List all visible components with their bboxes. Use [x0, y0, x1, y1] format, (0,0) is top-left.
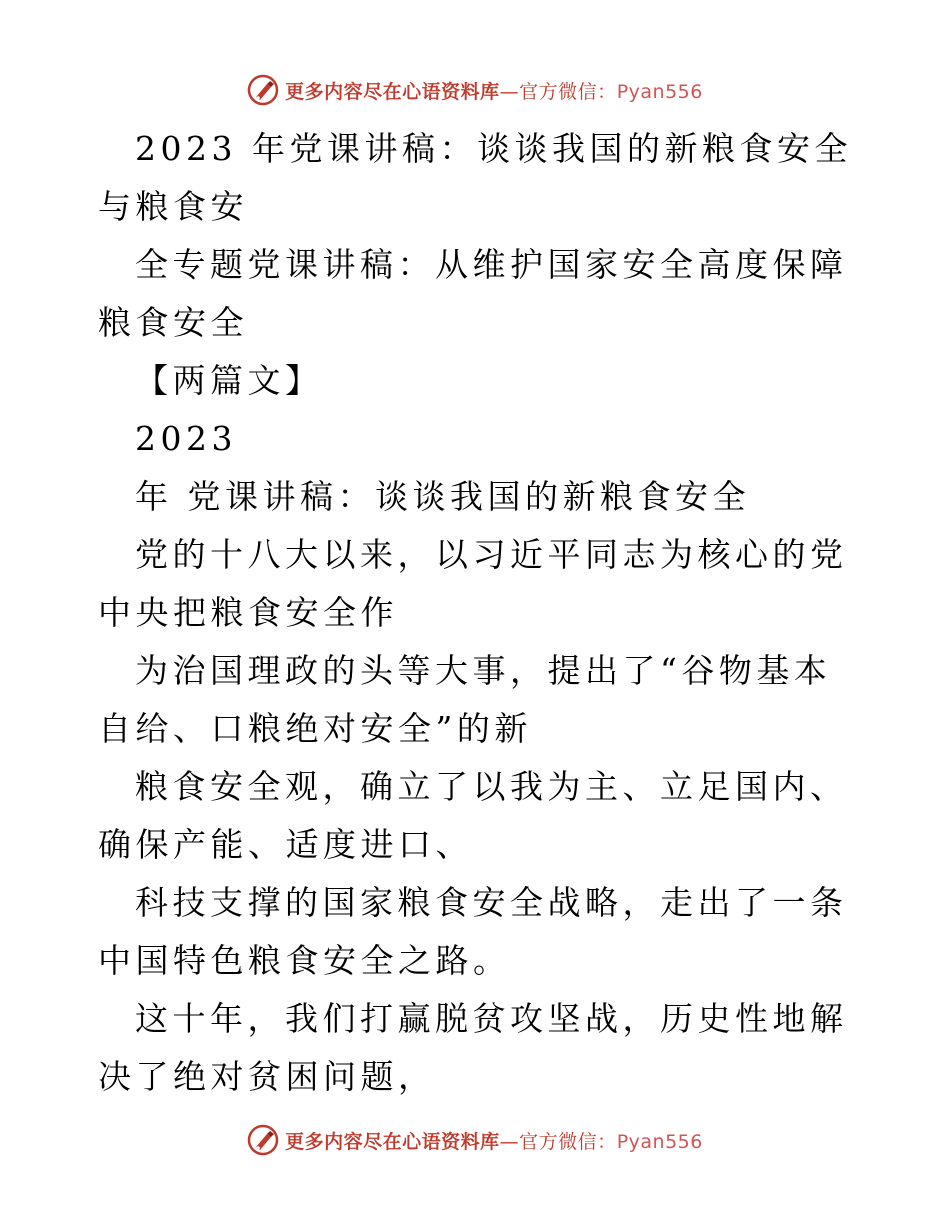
paragraph-body-5: 这十年，我们打赢脱贫攻坚战，历史性地解决了绝对贫困问题，: [98, 999, 848, 1096]
header-brand: 更多内容尽在心语资料库: [285, 80, 500, 103]
paragraph-title-2: 全专题党课讲稿：从维护国家安全高度保障粮食安全: [98, 245, 848, 342]
footer-text: [285, 1127, 703, 1154]
writing-pen-logo-icon: [247, 1124, 279, 1156]
paragraph-body-2: 为治国理政的头等大事，提出了“谷物基本自给、口粮绝对安全”的新: [98, 651, 832, 748]
footer-banner[interactable]: [0, 1120, 950, 1160]
paragraph-note: 【两篇文】: [135, 361, 323, 400]
paragraph-body-3: 粮食安全观，确立了以我为主、立足国内、确保产能、适度进口、: [98, 767, 848, 864]
footer-brand: 更多内容尽在心语资料库: [285, 1130, 500, 1153]
document-body: [98, 120, 858, 1106]
header-separator: —: [499, 80, 520, 103]
paragraph-subtitle: 年 党课讲稿：谈谈我国的新粮食安全: [135, 477, 750, 516]
footer-separator: —: [499, 1130, 520, 1153]
footer-wechat-id: Pyan556: [616, 1130, 703, 1153]
writing-pen-logo-icon: [247, 74, 279, 106]
paragraph-year: 2023: [135, 419, 237, 458]
header-wechat-label: 官方微信：: [519, 80, 617, 103]
header-text: [285, 77, 703, 104]
paragraph-body-4: 科技支撑的国家粮食安全战略，走出了一条中国特色粮食安全之路。: [98, 883, 848, 980]
paragraph-title-1: 2023 年党课讲稿：谈谈我国的新粮食安全与粮食安: [98, 129, 852, 226]
paragraph-body-1: 党的十八大以来，以习近平同志为核心的党中央把粮食安全作: [98, 535, 848, 632]
footer-wechat-label: 官方微信：: [519, 1130, 617, 1153]
header-wechat-id: Pyan556: [616, 80, 703, 103]
header-banner[interactable]: [0, 70, 950, 110]
